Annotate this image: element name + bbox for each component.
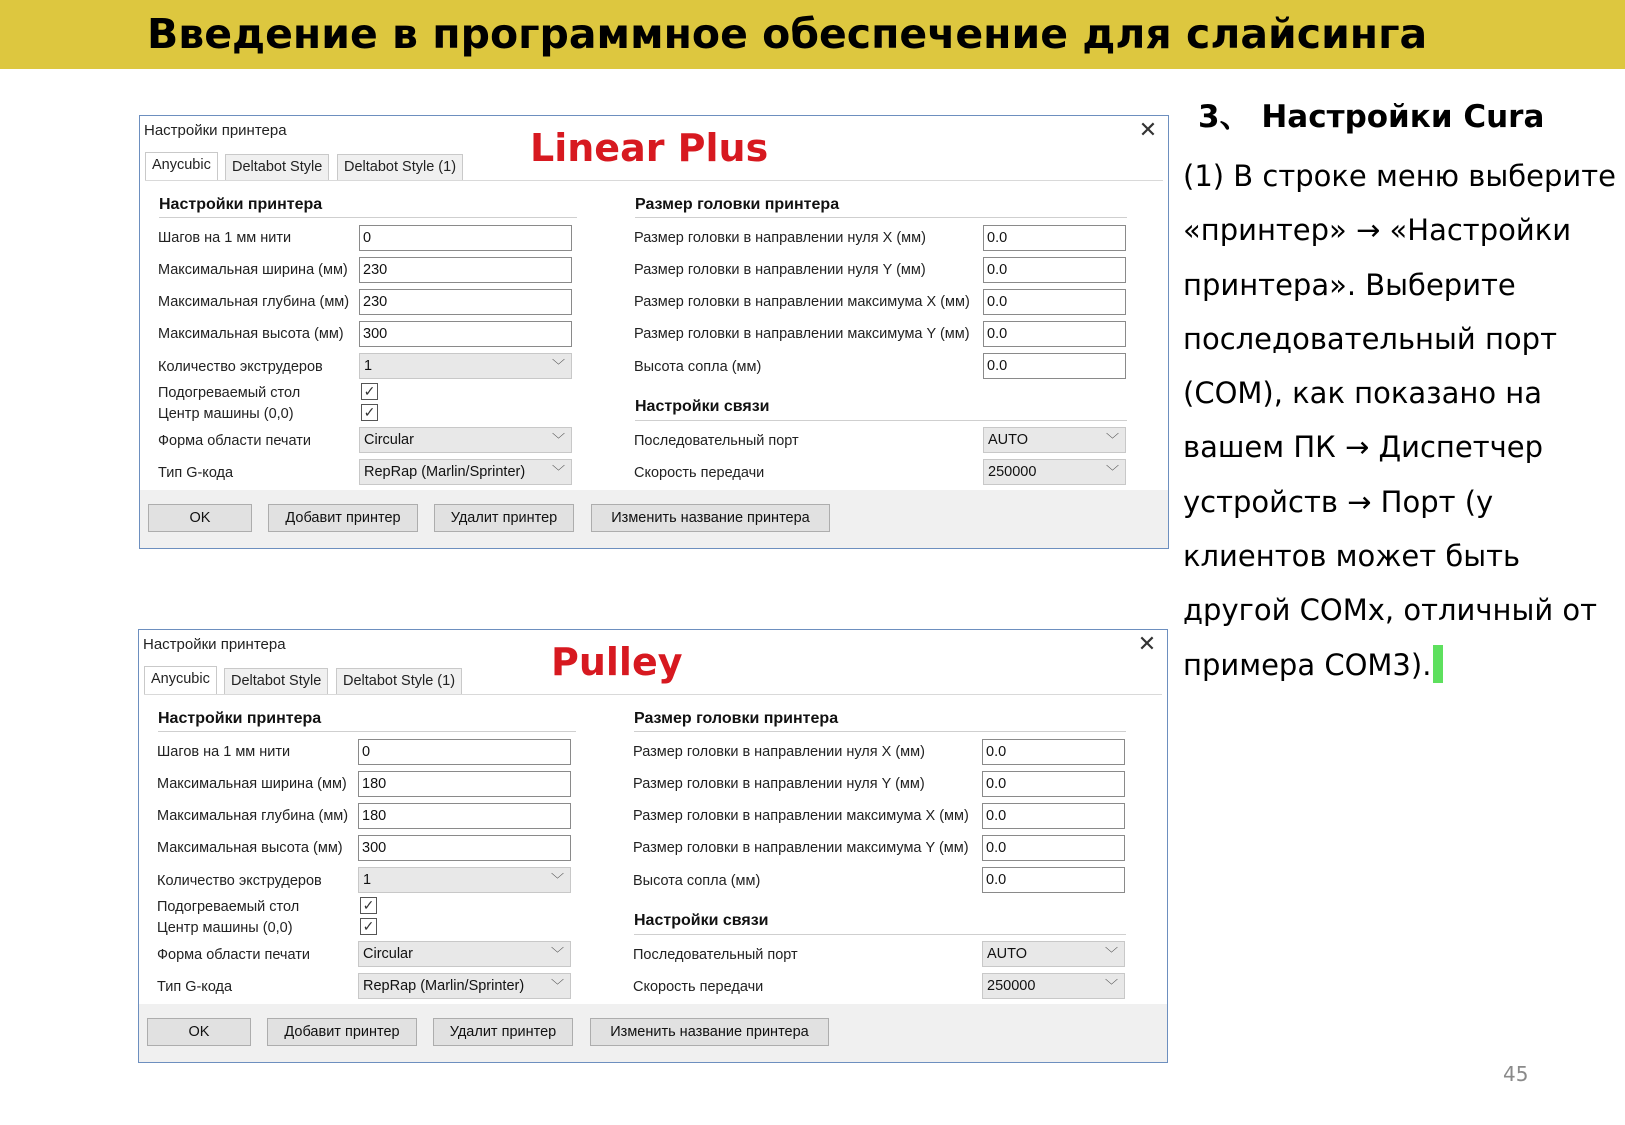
title-banner (0, 0, 1625, 69)
max-height-input[interactable]: 300 (358, 835, 571, 861)
chevron-down-icon: ﹀ (1105, 464, 1119, 479)
serial-port-select[interactable] (982, 941, 1125, 967)
tab-deltabot-style-1[interactable]: Deltabot Style (1) (336, 668, 462, 694)
tab-anycubic[interactable]: Anycubic (144, 666, 217, 696)
add-printer-button[interactable]: Добавит принтер (267, 1018, 417, 1046)
chevron-down-icon: ﹀ (551, 358, 565, 373)
head-y-max-input[interactable]: 0.0 (983, 321, 1126, 347)
max-width-input[interactable]: 230 (359, 257, 572, 283)
max-height-input[interactable]: 300 (359, 321, 572, 347)
heated-bed-checkbox[interactable]: ✓ (360, 897, 377, 914)
baudrate-value: 250000 (988, 464, 1037, 480)
section-divider (635, 420, 1127, 421)
baudrate-label: Скорость передачи (633, 979, 764, 995)
head-x-min-input[interactable]: 0.0 (982, 739, 1125, 765)
extruders-label: Количество экструдеров (157, 873, 322, 889)
nozzle-height-input[interactable]: 0.0 (983, 353, 1126, 379)
tab-anycubic[interactable]: Anycubic (145, 152, 218, 182)
heated-bed-label: Подогреваемый стол (158, 385, 301, 401)
baudrate-label: Скорость передачи (634, 465, 765, 481)
extruders-label: Количество экструдеров (158, 359, 323, 375)
head-x-min-input[interactable]: 0.0 (983, 225, 1126, 251)
max-width-input[interactable]: 180 (358, 771, 571, 797)
instruction-line: (COM), как показано на (1183, 376, 1543, 411)
head-y-min-input[interactable]: 0.0 (983, 257, 1126, 283)
tab-bar (144, 668, 1159, 694)
remove-printer-button[interactable]: Удалит принтер (434, 504, 574, 532)
highlight-marker (1433, 645, 1443, 683)
page-title: Введение в программное обеспечение для слайсинга (147, 10, 1428, 58)
serial-port-value: AUTO (987, 946, 1028, 962)
printer-settings-heading: Настройки принтера (158, 710, 322, 727)
communication-settings-heading: Настройки связи (635, 398, 770, 415)
extruders-select[interactable] (358, 867, 571, 893)
dialog-caption: Pulley (551, 640, 683, 684)
nozzle-height-input[interactable]: 0.0 (982, 867, 1125, 893)
head-y-max-label: Размер головки в направлении максимума Y (мм) (634, 326, 970, 342)
build-shape-value: Circular (363, 946, 413, 962)
nozzle-height-label: Высота сопла (мм) (634, 359, 762, 375)
dialog-footer (140, 490, 1168, 548)
serial-port-value: AUTO (988, 432, 1029, 448)
head-x-max-label: Размер головки в направлении максимума X (мм) (633, 808, 969, 824)
chevron-down-icon: ﹀ (1104, 978, 1118, 993)
build-shape-label: Форма области печати (157, 947, 310, 963)
settings-panel (145, 180, 1163, 490)
dialog-caption: Linear Plus (530, 126, 769, 170)
chevron-down-icon: ﹀ (550, 872, 564, 887)
section-divider (158, 731, 576, 732)
gcode-flavor-value: RepRap (Marlin/Sprinter) (363, 978, 525, 994)
extruders-value: 1 (363, 872, 372, 888)
baudrate-select[interactable] (982, 973, 1125, 999)
dialog-title: Настройки принтера (143, 636, 286, 653)
instruction-line: устройств → Порт (у (1183, 484, 1494, 519)
dialog-footer (139, 1004, 1167, 1062)
ok-button[interactable]: OK (148, 504, 252, 532)
tab-deltabot-style[interactable]: Deltabot Style (225, 154, 329, 180)
rename-printer-button[interactable]: Изменить название принтера (590, 1018, 829, 1046)
steps-label: Шагов на 1 мм нити (157, 744, 291, 760)
communication-settings-heading: Настройки связи (634, 912, 769, 929)
chevron-down-icon: ﹀ (551, 464, 565, 479)
chevron-down-icon: ﹀ (1105, 432, 1119, 447)
printer-settings-dialog (138, 629, 1168, 1063)
add-printer-button[interactable]: Добавит принтер (268, 504, 418, 532)
close-icon[interactable]: ✕ (1138, 117, 1158, 142)
machine-center-label: Центр машины (0,0) (157, 920, 293, 936)
machine-center-label: Центр машины (0,0) (158, 406, 294, 422)
serial-port-label: Последовательный порт (634, 433, 799, 449)
gcode-flavor-label: Тип G-кода (158, 465, 234, 481)
build-shape-value: Circular (364, 432, 414, 448)
instruction-line (1183, 638, 1621, 692)
tab-deltabot-style-1[interactable]: Deltabot Style (1) (337, 154, 463, 180)
head-y-min-label: Размер головки в направлении нуля Y (мм) (634, 262, 926, 278)
max-depth-input[interactable]: 180 (358, 803, 571, 829)
baudrate-select[interactable] (983, 459, 1126, 485)
rename-printer-button[interactable]: Изменить название принтера (591, 504, 830, 532)
printer-settings-dialog (139, 115, 1169, 549)
section-divider (634, 731, 1126, 732)
nozzle-height-label: Высота сопла (мм) (633, 873, 761, 889)
printer-settings-heading: Настройки принтера (159, 196, 323, 213)
instruction-line: вашем ПК → Диспетчер (1183, 430, 1543, 465)
head-x-max-label: Размер головки в направлении максимума X (мм) (634, 294, 970, 310)
head-y-max-input[interactable]: 0.0 (982, 835, 1125, 861)
chevron-down-icon: ﹀ (550, 946, 564, 961)
machine-center-checkbox[interactable]: ✓ (361, 404, 378, 421)
head-x-max-input[interactable]: 0.0 (982, 803, 1125, 829)
gcode-flavor-label: Тип G-кода (157, 979, 233, 995)
dialog-title: Настройки принтера (144, 122, 287, 139)
tab-bar (145, 154, 1160, 180)
gcode-flavor-value: RepRap (Marlin/Sprinter) (364, 464, 526, 480)
max-height-label: Максимальная высота (мм) (158, 326, 344, 342)
max-depth-label: Максимальная глубина (мм) (157, 808, 349, 824)
max-height-label: Максимальная высота (мм) (157, 840, 343, 856)
gcode-flavor-select[interactable] (358, 973, 571, 999)
instruction-line: «принтер» → «Настройки (1183, 213, 1572, 248)
build-shape-select[interactable] (358, 941, 571, 967)
tab-deltabot-style[interactable]: Deltabot Style (224, 668, 328, 694)
printer-head-size-heading: Размер головки принтера (635, 196, 840, 213)
steps-input[interactable]: 0 (359, 225, 572, 251)
gcode-flavor-select[interactable] (359, 459, 572, 485)
serial-port-label: Последовательный порт (633, 947, 798, 963)
head-y-min-input[interactable]: 0.0 (982, 771, 1125, 797)
chevron-down-icon: ﹀ (551, 432, 565, 447)
extruders-value: 1 (364, 358, 373, 374)
baudrate-value: 250000 (987, 978, 1036, 994)
head-x-min-label: Размер головки в направлении нуля X (мм) (633, 744, 925, 760)
head-y-max-label: Размер головки в направлении максимума Y (мм) (633, 840, 969, 856)
max-width-label: Максимальная ширина (мм) (157, 776, 347, 792)
settings-panel (144, 694, 1162, 1004)
instruction-line: принтера». Выберите (1183, 267, 1516, 302)
serial-port-select[interactable] (983, 427, 1126, 453)
steps-label: Шагов на 1 мм нити (158, 230, 292, 246)
chevron-down-icon: ﹀ (1104, 946, 1118, 961)
section-divider (159, 217, 577, 218)
heated-bed-label: Подогреваемый стол (157, 899, 300, 915)
max-depth-label: Максимальная глубина (мм) (158, 294, 350, 310)
section-heading: 3、 Настройки Cura (1198, 99, 1545, 135)
chevron-down-icon: ﹀ (550, 978, 564, 993)
heated-bed-checkbox[interactable]: ✓ (361, 383, 378, 400)
build-shape-label: Форма области печати (158, 433, 311, 449)
head-y-min-label: Размер головки в направлении нуля Y (мм) (633, 776, 925, 792)
ok-button[interactable]: OK (147, 1018, 251, 1046)
machine-center-checkbox[interactable]: ✓ (360, 918, 377, 935)
instruction-line: последовательный порт (1183, 321, 1557, 356)
instruction-line-text: примера COM3). (1183, 647, 1432, 682)
close-icon[interactable]: ✕ (1137, 631, 1157, 656)
steps-input[interactable]: 0 (358, 739, 571, 765)
section-divider (635, 217, 1127, 218)
instruction-line: клиентов может быть (1183, 539, 1521, 574)
remove-printer-button[interactable]: Удалит принтер (433, 1018, 573, 1046)
head-x-max-input[interactable]: 0.0 (983, 289, 1126, 315)
build-shape-select[interactable] (359, 427, 572, 453)
printer-head-size-heading: Размер головки принтера (634, 710, 839, 727)
section-divider (634, 934, 1126, 935)
max-width-label: Максимальная ширина (мм) (158, 262, 348, 278)
max-depth-input[interactable]: 230 (359, 289, 572, 315)
head-x-min-label: Размер головки в направлении нуля X (мм) (634, 230, 926, 246)
instruction-line: другой COMx, отличный от (1183, 593, 1598, 628)
page-number: 45 (1503, 1062, 1529, 1086)
instruction-text (1183, 149, 1621, 692)
instruction-line: (1) В строке меню выберите (1183, 159, 1616, 193)
extruders-select[interactable] (359, 353, 572, 379)
